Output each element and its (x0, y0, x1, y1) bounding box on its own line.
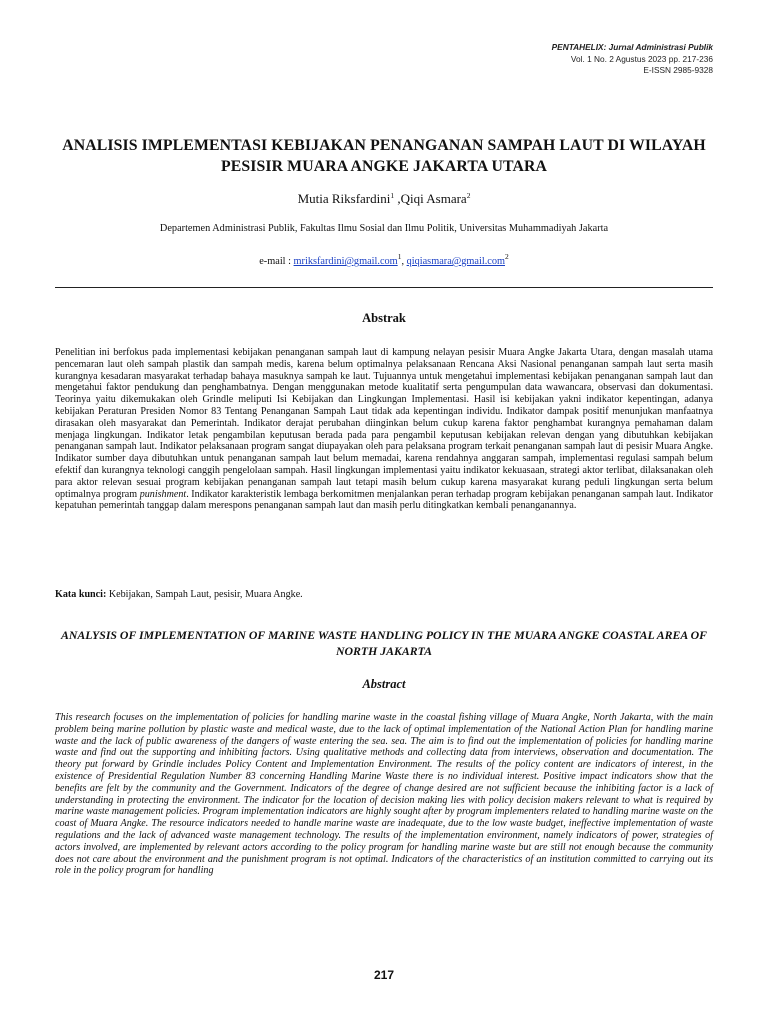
journal-issn: E-ISSN 2985-9328 (643, 65, 713, 75)
author-line (0, 191, 768, 207)
page-number: 217 (373, 968, 395, 982)
keywords-value: Kebijakan, Sampah Laut, pesisir, Muara Angke. (106, 589, 303, 600)
journal-volume: Vol. 1 No. 2 Agustus 2023 pp. 217-236 (570, 53, 713, 64)
email-link-1[interactable]: mriksfardini@gmail.com (293, 256, 398, 267)
author-1: Mutia Riksfardini (297, 191, 391, 206)
abstrak-body (55, 347, 713, 512)
header-divider (55, 287, 713, 288)
abstract-heading: Abstract (362, 677, 406, 691)
email-link-2[interactable]: qiqiasmara@gmail.com (406, 256, 506, 267)
abstrak-text-2: . Indikator karakteristik lembaga berkomitmen menjalankan peran terhadap program kebijakan penanganan sampah laut. Indikator kepatuhan pemerintah tanggap dalam merespons penanganan sampah laut dan masih perlu ditingkatkan kembali penanganannya. (55, 488, 714, 512)
abstrak-heading: Abstrak (362, 311, 406, 325)
email-prefix: e-mail : (259, 256, 294, 267)
email-separator: , (401, 256, 407, 267)
email-sup-1: 1 (397, 252, 402, 261)
author-2: Qiqi Asmara (400, 191, 467, 206)
journal-header (552, 42, 713, 77)
keywords (55, 589, 713, 600)
author-separator: , (394, 191, 401, 206)
paper-title: ANALISIS IMPLEMENTASI KEBIJAKAN PENANGANAN SAMPAH LAUT DI WILAYAH PESISIR MUARA ANGKE JAKARTA UTARA (62, 137, 706, 175)
journal-name: PENTAHELIX: Jurnal Administrasi Publik (551, 42, 713, 52)
keywords-label: Kata kunci: (55, 589, 107, 600)
email-line (0, 252, 768, 267)
abstrak-text-1: Penelitian ini berfokus pada implementasi kebijakan penanganan sampah laut di kampung nelayan pesisir Muara Angke Jakarta Utara, dengan masalah utama pencemaran laut oleh sampah plastik dan sampah medis, karena belum optimalnya pelaksanaan Rencana Aksi Nasional penanganan sampah laut serta masih kurangnya kesadaran masyarakat terhadap bahaya masuknya sampah ke laut. Tujuannya untuk mengetahui implementasi kebijakan penanganan sampah laut dan mengetahui faktor pendukung dan penghambatnya. Dengan menggunakan metode kualitatif serta pengumpulan data wawancara, observasi dan dokumentasi. Teorinya yaitu dikemukakan oleh Grindle meliputi Isi Kebijakan dan Lingkungan Implementasi. Hasil isi kebijakan yakni indikator kepentingan, adanya kebijakan Peraturan Presiden Nomor 83 Tentang Penanganan Sampah Laut tidak ada kepentingan individu. Indikator dampak positif menunjukan manfaatnya dirasakan oleh masyarakat dan Pemerintah. Indikator derajat perubahan diinginkan belum cukup karena faktor penghambat kurangnya pemahaman dalam menjaga lingkungan. Indikator letak pengambilan keputusan berada pada para pengambil keputusan kebijakan relevan dengan yang dibutuhkan kebijakan penanganan sampah laut. Indikator pelaksanaan program sangat diupayakan oleh para pelaksana program terkait penanganan sampah laut di pesisir Muara Angke. Indikator sumber daya dibutuhkan untuk penanganan sampah laut belum memadai, karena rendahnya anggaran sampah, implementasi regulasi sampah belum efektif dan kurangnya teknologi canggih pengelolaan sampah. Hasil lingkungan implementasi yaitu indikator kekuasaan, strategi aktor terlibat, dilaksanakan oleh para aktor relevan sesuai program kebijakan penanganan sampah laut tetapi masih belum cukup karena masyarakat kurang peduli lingkungan serta belum optimalnya program (55, 347, 713, 500)
email-sup-2: 2 (505, 252, 509, 261)
english-title: ANALYSIS OF IMPLEMENTATION OF MARINE WASTE HANDLING POLICY IN THE MUARA ANGKE COASTAL AREA OF NORTH JAKARTA (61, 628, 707, 658)
abstract-body: This research focuses on the implementation of policies for handling marine waste in the coastal fishing village of Muara Angke, North Jakarta, with the main problem being marine pollution by plastic waste and medical waste, due to the lack of optimal implementation of the National Action Plan for handling marine waste and the lack of public awareness of the dangers of waste entering the sea. sea. The aim is to find out the implementation of policies for handling marine waste and find out the supporting and inhibiting factors. Using qualitative methods and collecting data from interviews, observation and documentation. The theory put forward by Grindle includes Policy Content and Implementation Environment. The results of the policy content are indicators of interest, in the existence of Presidential Regulation Number 83 concerning Handling Marine Waste there is no individual interest. Positive impact indicators show that the benefits are felt by the community and the Government. Indicators of the degree of change desired are not sufficient because the inhibiting factor is a lack of understanding in protecting the environment. The indicator for the location of decision making lies with policy decision makers relevant to what is required by marine waste management policies. Program implementation indicators are highly sought after by program implementers related to handling marine waste on the coast of Muara Angke. The resource indicators needed to handle marine waste are inadequate, due to the low waste budget, ineffective implementation of waste regulations and the lack of advanced waste management technology. The results of the implementation environment, namely indicators of power, strategies of actors involved, are implemented by relevant actors according to the policy program for handling marine waste but are still not enough because the community does not care about the environment and the punishment program is not optimal. Indicators of the characteristics of an institution committed to carrying out its role in the policy program for handling (55, 712, 713, 877)
abstrak-italic-term: punishment (139, 488, 187, 500)
affiliation: Departemen Administrasi Publik, Fakultas Ilmu Sosial dan Ilmu Politik, Universitas Muhammadiyah Jakarta (159, 223, 609, 234)
author-2-sup: 2 (466, 191, 471, 200)
author-1-sup: 1 (390, 191, 395, 200)
